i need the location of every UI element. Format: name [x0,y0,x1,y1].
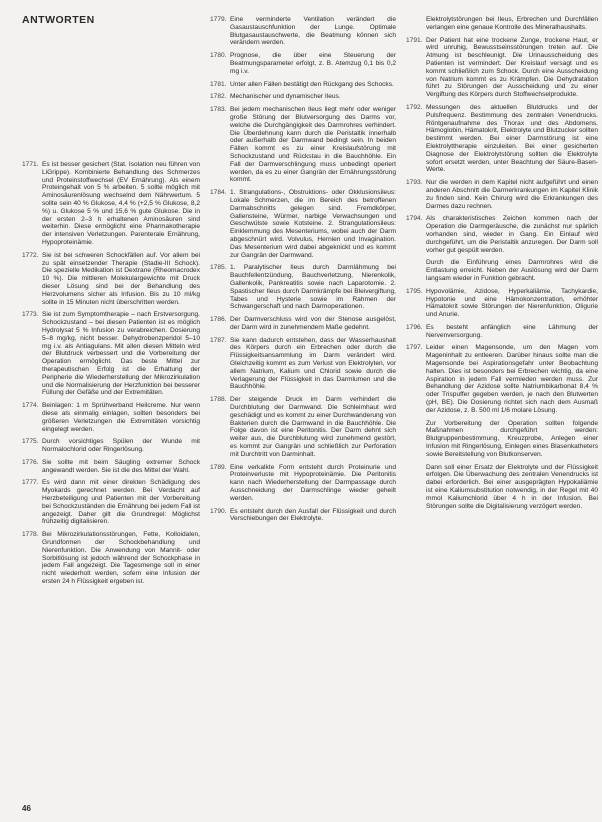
answer-number [406,259,426,282]
answer-text: Der Patient hat eine trockene Zunge, trockene Haut, er wird unruhig, Bewusstseinsstörungen treten auf. Die Atmung ist beschleunigt. Die Urinausscheidung des Patienten ist vermindert. Der Kreislauf versagt und es kommt schließlich zum Schock. Durch eine Ausscheidung von Natrium kommt es zu Krämpfen. Die Dehydratation führt zu Störungen der Ausscheidung und zu einer Vergiftung des Körpers durch Stoffwechselprodukte. [426,36,598,99]
answer-text: Beinlagen: 1 m Sprühverband Heilcreme. Nur wenn diese als einmalig einlagen, sollten besonders bei größeren Verletzungen die Extremitäten vorsichtig eingelegt werden. [42,402,200,433]
answer-entry [406,104,598,174]
answer-text: Eine verminderte Ventilation verändert die Gasaustauschfunktion der Lunge. Optimale Blutgasaustauschwerte, die Beatmung können sich verändern werden. [230,16,396,47]
answer-entry [22,252,200,307]
answer-number: 1782. [210,93,227,101]
answer-entry [210,93,396,101]
answer-number: 1779. [210,16,227,23]
answer-number: 1780. [210,52,227,60]
answer-text: Nur die werden in dem Kapitel nicht aufgeführt und einen anderen Abschnitt die Darmerkrankungen im Kapitel Klinik zu finden sind. Kein Chirurg wird die Erkrankungen des Darmes dazu rechnen. [426,179,598,210]
answer-entry [210,52,396,75]
answer-number: 1774. [22,402,39,410]
answer-text: Durch vorsichtiges Spülen der Wunde mit Normalochlorid oder Ringerlösung. [42,438,200,454]
answer-number: 1773. [22,311,39,319]
answer-number: 1791. [406,36,423,44]
answer-number [406,464,426,511]
answer-text: Messungen des aktuellen Blutdrucks und der Pulsfrequenz. Bestimmung des zentralen Venendrucks. Röntgenaufnahme des Thorax und des Abdomens. Hämoglobin, Hämatokrit, Elektrolyte und Blutzucker sollten bestimmt werden. Bei einer Darmstörung ist eine Elektrolyttherapie einzuleiten. Bei einer gesicherten Diagnose der Elektrolytstörung sollten die Elektrolyte sofort ersetzt werden, unter Beachtung der Säure-Basen-Werte. [426,103,598,174]
answer-text: Dann soll einer Ersatz der Elektrolyte und der Flüssigkeit erfolgen. Die Überwachung des zentralen Venendrucks ist dabei erforderlich. Bei einer ausgeprägten Hypokaliämie ist eine Kaliumsubstitution notwendig, in der Regel mit 40 mmol Kaliumchlorid über 4 h in der Infusion. Bei Störungen sollte die Digitalisierung verzögert werden. [426,463,598,510]
answer-entry [406,324,598,340]
answer-entry [22,438,200,454]
answer-entry [210,16,396,47]
answer-number: 1778. [22,531,39,539]
answer-text: Der steigende Druck im Darm verhindert die Durchblutung der Darmwand. Die Schleimhaut wird geschädigt und es kommt zu einer Durchwanderung von Bakterien durch die Darmwand in die Bauchhöhle. Die Folge davon ist eine Peritonitis. Der Darm dehnt sich weiter aus, die Durchblutung wird zunehmend gestört, es kommt zur Gangrän und schließlich zur Perforation mit Durchtritt von Darminhalt. [230,396,396,458]
answer-text: Sie ist zum Symptomtherapie – nach Erstversorgung. Schockzustand – bei diesen Patienten ist es möglich Hydrolysat 5 % Infusion zu verabreichen. Dosierung 5–8 mg/kg, nicht besser. Dehydrobenzperidol 5–10 mg i.v. als Antiagulans. Mit allen diesen Mitteln wird der Blutdruck verbessert und die Vorbereitung der Operation ermöglicht. Das beste Mittel zur therapeutischen Erfolg ist die Erhaltung der Peripherie die Wiederherstellung der Mikrozirkulation und die Normalisierung der Herzfunktion bei besserer Füllung der Gefäße und der Extremitäten. [42,311,200,397]
answer-text: Es besteht anfänglich eine Lähmung der Nervenversorgung. [426,323,598,339]
page-number: 46 [22,804,31,813]
answer-number [406,420,426,459]
answer-text: Unter allen Fällen bestätigt den Rückgang des Schocks. [230,80,394,88]
answer-entry [210,106,396,184]
answer-number: 1797. [406,344,423,352]
answer-text: Es ist besser gesichert (Stat. Isolation neu führen von LiGrippe). Kombinierte Behandlung des Schmerzes und Proteinstoffwechsel (EV Ernährung). Als einem Proteingehalt von 5 % arbeiten. 5 sollte möglich mit Aminosäurenlösung wechselnd dem Nährwertum. 5 sollte sein 40 % Glukose, 4,4 % (+2,5 % Glukose, 8,2 %) u. Glukose 5 % und 15,6 % gute Glukose. Die in der ersten 2–3 h erhaltenen Aminosäuren sind weiterhin. Diese ermöglicht eine Pharmakotherapie der intensiven Verletzungen. Parenterale Ernährung, Hypoproteinämie. [42,161,200,246]
answer-number: 1784. [210,189,227,197]
answer-entry [406,420,598,459]
answer-entry [210,316,396,332]
answer-number: 1786. [210,316,227,324]
answer-text: 1. Strangulations-, Obstruktions- oder Okklusionsileus: Lokale Schmerzen, die im Bereich des betroffenen Darmabschnitts gelegen sind. Fremdkörper, Gallensteine, Würmer, narbige Verwachsungen und Geschwülste sowie Kotsteine. 2. Strangulationsileus: Einklemmung des Mesenteriums, wobei auch der Darm abgeschnürt wird. Volvulus, Hernien und Invagination. Das Mesenterium wird dabei abgeknickt und es kommt zur Gangrän der Darmwand. [230,189,396,259]
answer-text: 1. Paralytischer Ileus durch Darmlähmung bei Bauchfellentzündung, Bauchverletzung, Nierenkolik, Gallenkolik, Pankreatitis sowie nach Laparotomie. 2. Spastischer Ileus durch Darmkrämpfe bei Bleivergiftung, Tabes und Hysterie sowie im Rahmen der Schwangerschaft und nach Darmoperationen. [230,264,396,311]
answer-number: 1793. [406,179,423,187]
answer-text: Prognose, die über eine Steuerung der Beatmungsparameter erfolgt, z. B. Atemzug 0,1 bis 0,2 mg i.v. [230,52,396,75]
answer-number: 1790. [210,507,227,515]
answer-entry [406,464,598,511]
answer-entry [210,464,396,503]
answer-text: Sie kann dadurch entstehen, dass der Wasserhaushalt des Körpers durch ein Erbrechen oder durch die Flüssigkeitsansammlung im Darm verändert wird. Gleichzeitig kommt es zum Verlust von Elektrolyten, vor allem Natrium, Kalium und Chlorid sowie durch die Verlagerung der Flüssigkeit in das Darmlumen und die Bauchhöhle. [230,336,396,391]
answer-text: Als charakteristisches Zeichen kommen nach der Operation die Darmgeräusche, die zunächst nur spärlich vorhanden sind, wieder in Gang. Ein Einlauf wird durchgeführt, um die Peristaltik anzuregen. Der Darm soll vorher gut gespült werden. [426,215,598,254]
answer-text: Sie ist bei schweren Schockfällen auf. Vor allem bei zu spät einsetzender Therapie (Stadie-III Schock). Die spezielle Medikation ist Dextrane (Rheomacrodex 10 %). Die mittleren Molekulargewichte mit Druck dieser Lösung sind bei der Behandlung des Herzvolumens sicher als Infusion. Bis zu 10 ml/kg sollte in 15 Minuten nicht überschritten werden. [42,251,200,306]
answer-text: Leider einen Magensonde, um den Magen vom Mageninhalt zu entleeren. Darüber hinaus sollte man die Magensonde bei Aspirationsgefahr unter Beobachtung halten. Dies ist besonders bei Erbrechen wichtig, da eine Aspiration in jedem Fall vermieden werden muss. Zur Behandlung der Azidose sollte Natriumbikarbonat 8,4 % oder Trispuffer gegeben werden, je nach den Blutwerten (pH, BE). Die Dosierung richtet sich nach dem Ausmaß der Azidose, z. B. 500 ml 1/6 molare Lösung. [426,344,598,414]
page-header: ANTWORTEN [22,14,95,26]
answer-number: 1775. [22,438,39,446]
answer-number: 1792. [406,103,423,111]
answer-entry [22,459,200,475]
answer-entry [22,161,200,247]
answer-text: Durch die Einführung eines Darmrohres wird die Entlastung erreicht. Neben der Auslösung wird der Darm langsam wieder in Funktion gebracht. [426,259,598,282]
answer-text: Hypovolämie, Azidose, Hyperkaliämie, Tachykardie, Hypotonie und eine Hämokonzentration, erhöhter Hämatokrit sowie Störungen der Nierenfunktion, Oligurie und Anurie. [426,287,598,319]
answer-number: 1777. [22,479,39,487]
answer-number: 1771. [22,161,39,168]
answer-entry [22,402,200,433]
column-spacer [22,16,200,161]
answer-text: Der Darmverschluss wird von der Stenose ausgelöst, der Darm wird in zunehmendem Maße gedehnt. [230,316,396,331]
answer-entry [406,215,598,254]
answer-text: Es wird dann mit einer direkten Schädigung des Myokards gerechnet werden. Bei Verdacht auf Herzbeteiligung und Patienten mit der Vorbereitung bei Schockzuständen die Ernährung bei jedem Fall ist angezeigt. Daher gilt die Grundregel: Möglichst frühzeitig digitalisieren. [42,479,200,526]
answer-number: 1783. [210,106,227,114]
answer-entry [210,189,396,259]
answer-entry [406,37,598,99]
answer-entry [22,311,200,397]
answer-text: Sie sollte mit beim Säugling extremer Schock angewandt werden. Sie ist die des Mittel der Wahl. [42,458,200,474]
answer-number: 1794. [406,215,423,223]
answer-text: Bei Mikrozirkulationsstörungen, Fette, Kolloidalen, Grundformen der Schockbehandlung und Nierenfunktion. Die Anwendung von Mannit- oder Sorbitlösung ist jedoch während der Schockphase in jedem Fall angezeigt. Die Tagesmenge soll in einer nicht wiederholt werden, sofern eine Infusion der ersten 24 h Flüssigkeit ergeben ist. [42,531,200,586]
answer-number: 1788. [210,396,227,404]
answer-entry [406,259,598,282]
answer-number: 1776. [22,458,39,466]
answer-number: 1781. [210,80,227,88]
answer-entry [210,337,396,392]
answer-entry [210,264,396,311]
answer-entry [22,531,200,586]
answer-entry [406,179,598,210]
answer-entry [22,479,200,526]
column-left [22,16,200,591]
answer-entry [210,81,396,89]
answer-text: Zur Vorbereitung der Operation sollten folgende Maßnahmen durchgeführt werden: Blutgruppenbestimmung, Kreuzprobe, Anlegen einer Infusion mit Ringerlösung, Einlegen eines Blasenkatheters sowie Bereitstellung von Blutkonserven. [426,419,598,458]
answer-number [406,16,426,32]
column-right [406,16,598,515]
answer-entry [406,344,598,414]
answer-entry [406,288,598,319]
answer-number: 1772. [22,251,39,259]
column-middle [210,16,396,528]
answer-text: Eine verkalkte Form entsteht durch Proteinurie und Proteinverluste mit Hypoproteinämie. Die Peritonitis kann nach Wiederherstellung der Darmpassage durch Ausschneidung der Darmschlinge wieder geheilt werden. [230,463,396,502]
answer-entry [406,16,598,32]
answer-entry [210,396,396,458]
answer-number: 1785. [210,264,227,272]
answer-text: Bei jedem mechanischen Ileus liegt mehr oder weniger große Störung der Blutversorgung des Darms vor, welche die Durchgängigkeit des Darmrohres verhindert. Die Überdehnung kann durch die Peristaltik innerhalb oder außerhalb der Darmwand bedingt sein. In beiden Fällen kommt es zu einer Kreislaufstörung mit Schockzustand und Rückstau in die Bauchhöhle. Ein Fall der Darmverschlingung muss unbedingt operiert werden, da es zu einer Gangrän der Ernährungsstörung kommt. [230,106,396,184]
answer-entry [210,508,396,524]
answer-text: Elektrolytstörungen bei Ileus, Erbrechen und Durchfällen verlangen eine genaue Kontrolle des Mineralhaushalts. [426,16,598,31]
answer-text: Es entsteht durch den Ausfall der Flüssigkeit und durch Verschiebungen der Elektrolyte. [230,507,396,523]
answer-number: 1795. [406,287,423,295]
answer-number: 1787. [210,336,227,344]
answer-number: 1789. [210,463,227,471]
answer-number: 1796. [406,323,423,331]
answer-text: Mechanischer und dynamischer Ileus. [230,93,341,101]
